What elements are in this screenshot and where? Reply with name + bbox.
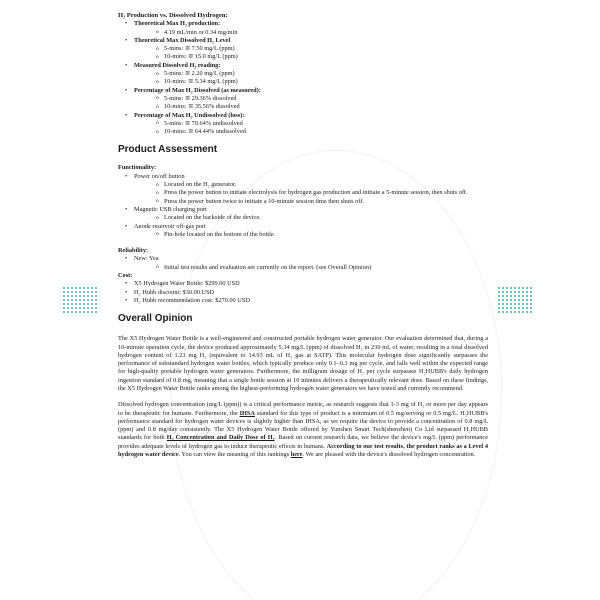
list-item: • Theoretical Max H₂ production: o 4.19 mL/min or 0.34 mg/min [118,20,488,37]
reliability-list [118,255,488,272]
left-dot-pattern-decoration [62,286,98,314]
reliability-label: Reliability: [118,247,149,255]
opinion-paragraph-1: The X5 Hydrogen Water Bottle is a well-engineered and constructed portable hydrogen water generator. Our evaluation determined that, during a 10-minute operation cycle, the device produced approximately 5.34 mg/L (ppm) of dissolved H₂ in 230 mL of water, resulting in a total dissolved hydrogen content of 1.23 mg H₂ (equivalent to 14.93 mL of H₂ gas at SATP). This molecular hydrogen dose significantly surpasses the performance of substandard hydrogen water bottles, which typically produce only 0.1–0.3 mg per cycle, and falls well within the expected range for high-quality portable hydrogen water generators. Furthermore, the milligram dosage of H₂ per cycle surpasses H₂HUBB's daily hydrogen ingestion standard of 0.8 mg, meaning that a single bottle session at 10 minutes delivers a therapeutically relevant dose. Based on these findings, the X5 Hydrogen Water Bottle ranks among the highest-performing hydrogen water generators we have tested and currently recommend. [118,335,488,392]
sub-list-item: o 5-mins: ≅ 2.20 mg/L (ppm) [134,70,488,78]
ihsa-link[interactable]: IHSA [239,409,255,417]
list-item: • Percentage of Max H₂ Undissolved (loss): o 5-mins: ≅ 70.64% undissolved o 10-mins: ≅ 64.44% undissolved [118,112,488,137]
list-item: • Power on/off button o Located on the H₂ generator. o Press the power button to initiate electrolysis for hydrogen gas production and initiate a 5-minute session, then shuts off. o Press the power button twice to initiate a 10-minute session time then shuts off. [118,173,488,206]
sub-list-item: o 10-mins: ≅ 15.0 mg/L (ppm) [134,53,488,61]
rankings-here-link[interactable]: here [290,451,303,459]
overall-opinion-heading: Overall Opinion [118,313,193,325]
cost-label: Cost: [118,272,133,280]
sub-list-item: o 10-mins: ≅ 5.34 mg/L (ppm) [134,78,488,86]
standards-link[interactable]: H₂ Concentration and Daily Dose of H₂ [166,434,275,442]
opinion-paragraph-2: Dissolved hydrogen concentration (mg/L (ppm)) is a critical performance metric, as research suggests that 1-3 mg of H₂ or more per day appears to be therapeutic for humans. Furthermore, the IHSA standard for this type of product is a minimum of 0.5 mg/serving or 0.5 mg/L. H₂HUBB's performance standard for hydrogen water devices is slightly higher than IHSA, as we require the device to provide a concentration of 0.8 mg/L (ppm) and 0.8 mg/day consistently. The X5 Hydrogen Water Bottle offered by Yunshen Smart Tech(shenzhen) Co Ltd surpassed H₂HUBB standards for both H₂ Concentration and Daily Dose of H₂. Based on current research data, we believe the device's mg/L (ppm) performance provides adequate levels of hydrogen gas to induce therapeutic effects in humans. According to our test results, the product ranks as a Level 4 hydrogen water device. You can view the meaning of this rankings here. We are pleased with the device's dissolved hydrogen concentration. [118,401,489,459]
sub-list-item: o Located on the H₂ generator. [134,181,488,189]
list-item: • H₂ Hubb recommendation cost: $270.00 USD [118,297,488,305]
sub-list-item: o Initial test results and evaluation are currently on the report. (see Overall Opinion) [134,264,488,272]
sub-list-item: o 5-mins: ≅ 70.64% undissolved [134,120,488,128]
list-item: • Anode reservoir off-gas port o Pin-hole located on the bottom of the bottle. [118,223,488,240]
right-dot-pattern-decoration [497,286,533,314]
product-assessment-heading: Product Assessment [118,144,218,156]
cost-list [118,280,488,305]
functionality-label: Functionality: [118,164,157,172]
list-item: • Theoretical Max Dissolved H₂ Level o 5-mins: ≅ 7.50 mg/L (ppm) o 10-mins: ≅ 15.0 mg/L (ppm) [118,37,488,62]
list-item: • Measured Dissolved H₂ reading: o 5-mins: ≅ 2.20 mg/L (ppm) o 10-mins: ≅ 5.34 mg/L (ppm) [118,62,488,87]
functionality-list [118,173,488,239]
h2-production-list [118,20,488,136]
sub-list-item: o 10-mins: ≅ 64.44% undissolved [134,128,488,136]
h2-production-heading: H₂ Production vs. Dissolved Hydrogen: [118,12,228,19]
sub-list-item: o 10-mins: ≅ 35.56% dissolved [134,103,488,111]
sub-list-item: o 5-mins: ≅ 29.36% dissolved [134,95,488,103]
list-item: • Percentage of Max H₂ Dissolved (as measured): o 5-mins: ≅ 29.36% dissolved o 10-mins: ≅ 35.56% dissolved [118,87,488,112]
sub-list-item: o Press the power button twice to initiate a 10-minute session time then shuts off. [134,198,488,206]
list-item: • Magnetic USB charging port o Located on the backside of the device. [118,206,488,223]
list-item: • X5 Hydrogen Water Bottle: $299.00 USD [118,280,488,288]
list-item: • H₂ Hubb discount: $30.00 USD [118,289,488,297]
list-item: • New: Yea o Initial test results and evaluation are currently on the report. (see Overall Opinion) [118,255,488,272]
sub-list-item: o 5-mins: ≅ 7.50 mg/L (ppm) [134,45,488,53]
sub-list-item: o Located on the backside of the device. [134,214,488,222]
sub-list-item: o 4.19 mL/min or 0.34 mg/min [134,29,488,37]
document-content [118,12,488,459]
sub-list-item: o Pin-hole located on the bottom of the bottle. [134,231,488,239]
sub-list-item: o Press the power button to initiate electrolysis for hydrogen gas production and initiate a 5-minute session, then shuts off. [134,189,488,197]
